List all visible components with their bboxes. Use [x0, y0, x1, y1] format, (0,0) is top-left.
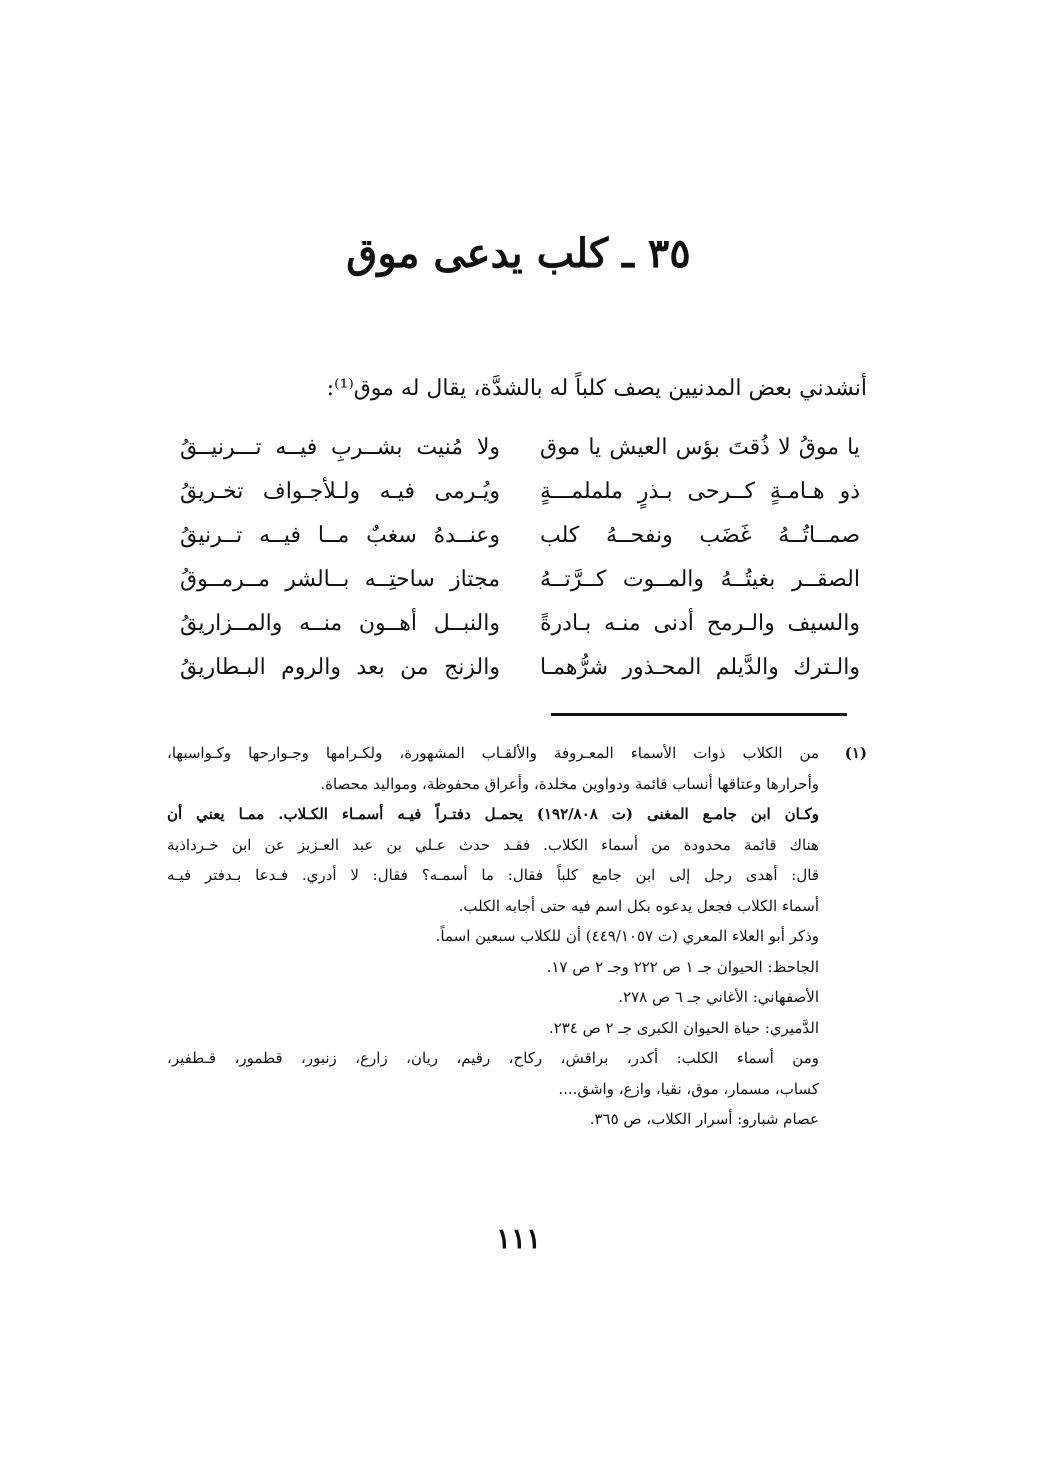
poem [180, 426, 860, 690]
verse-second-hemistich: مجتاز ساحتِــه بــالشر مــرمــوقُ [180, 567, 500, 592]
page-number: ١١١ [495, 1222, 542, 1255]
verse-second-hemistich: ولا مُنيت بشــربِ فيــه تـــرنيــقُ [180, 435, 500, 460]
footnote-divider [551, 713, 847, 716]
verse-second-hemistich: والنبــل أهــون منــه والمــزاريقُ [180, 611, 500, 636]
footnote-line: قال: أهدى رجل إلى ابن جامع كلباً فقال: ما أسمـه؟ فقال: لا أدري. فـدعا بـدفتر فيـه [167, 866, 819, 884]
footnote-number: (١) [844, 744, 867, 762]
footnote-line: وكـان ابن جامـع المغنى (ت ١٩٢/٨٠٨) يحمـل دفتـراً فيـه أسمـاء الكـلاب. ممـا يعني أن [167, 805, 819, 823]
chapter-title: ٣٥ ـ كلب يدعى موق [346, 230, 691, 277]
footnote-line: الأصفهاني: الأغاني جـ ٦ ص ٢٧٨. [618, 988, 819, 1006]
footnote-line: كساب، مسمار، موق، نقيا، وازع، واشق.... [558, 1079, 819, 1098]
footnote-line: وذكر أبو العلاء المعري (ت ٤٤٩/١٠٥٧) أن للكلاب سبعين اسماً. [435, 927, 819, 945]
footnote-line: وأحرارها وعتاقها أنساب قائمة ودواوين مخلدة، وأعراق محفوظة، ومواليد محصاة. [320, 774, 819, 793]
poem-verse [180, 470, 860, 514]
poem-verse [180, 514, 860, 558]
footnote [167, 738, 867, 1135]
poem-verse [180, 558, 860, 602]
verse-first-hemistich: والـترك والدَّيلم المحـذور شرُّهمـا [540, 655, 860, 680]
intro-paragraph: أنشدني بعض المدنيين يصف كلباً له بالشدَّة، يقال له موق⁽¹⁾: [326, 376, 867, 401]
footnote-line: هناك قائمة محدودة من أسماء الكلاب. فقـد حدث عـلي بن عبد العـزيز عن ابن خـرداذبة [167, 835, 819, 854]
verse-second-hemistich: والزنج من بعد والروم البـطاريقُ [180, 655, 500, 680]
verse-second-hemistich: ويُـرمى فيـه ولـلأجـواف تخـريقُ [180, 479, 500, 504]
poem-verse [180, 426, 860, 470]
footnote-line: الجاحظ: الحيوان جـ ١ ص ٢٢٢ وجـ ٢ ص ١٧. [546, 957, 819, 976]
footnotes [167, 738, 867, 1135]
footnote-body [167, 738, 819, 1135]
verse-first-hemistich: ذو هـامـةٍ كــرحى بـذرٍ ململمـــةٍ [540, 479, 860, 504]
footnote-line: من الكلاب ذوات الأسماء المعـروفة والألقـاب المشهورة، ولكـرامها وجـوارحها وكـواسبها، [167, 744, 819, 762]
poem-verse [180, 602, 860, 646]
footnote-line: الدَّميري: حياة الحيوان الكبرى جـ ٢ ص ٢٣٤. [548, 1018, 819, 1037]
poem-verse [180, 646, 860, 690]
verse-first-hemistich: يا موقُ لا ذُقتَ بؤس العيش يا موق [540, 435, 860, 460]
footnote-line: عصام شبارو: أسرار الكلاب، ص ٣٦٥. [589, 1110, 819, 1128]
verse-second-hemistich: وعنــدهُ سغبٌ مــا فيــه تــرنيقُ [180, 523, 500, 548]
verse-first-hemistich: الصقــر بغيتُــهُ والمــوت كــرَّتــهُ [540, 567, 860, 592]
verse-first-hemistich: والسيف والـرمح أدنى منـه بـادرةً [540, 611, 860, 636]
verse-first-hemistich: صمــاتُــهُ غَضَب ونفحــهُ كلب [540, 523, 860, 548]
footnote-line: ومن أسماء الكلب: أكدر، براقش، ركاح، رقيم، ريان، زارع، زنبور، قطمور، قـطفير، [167, 1049, 819, 1067]
footnote-line: أسماء الكلاب فجعل يدعوه بكل اسم فيه حتى أجابه الكلب. [458, 896, 819, 915]
